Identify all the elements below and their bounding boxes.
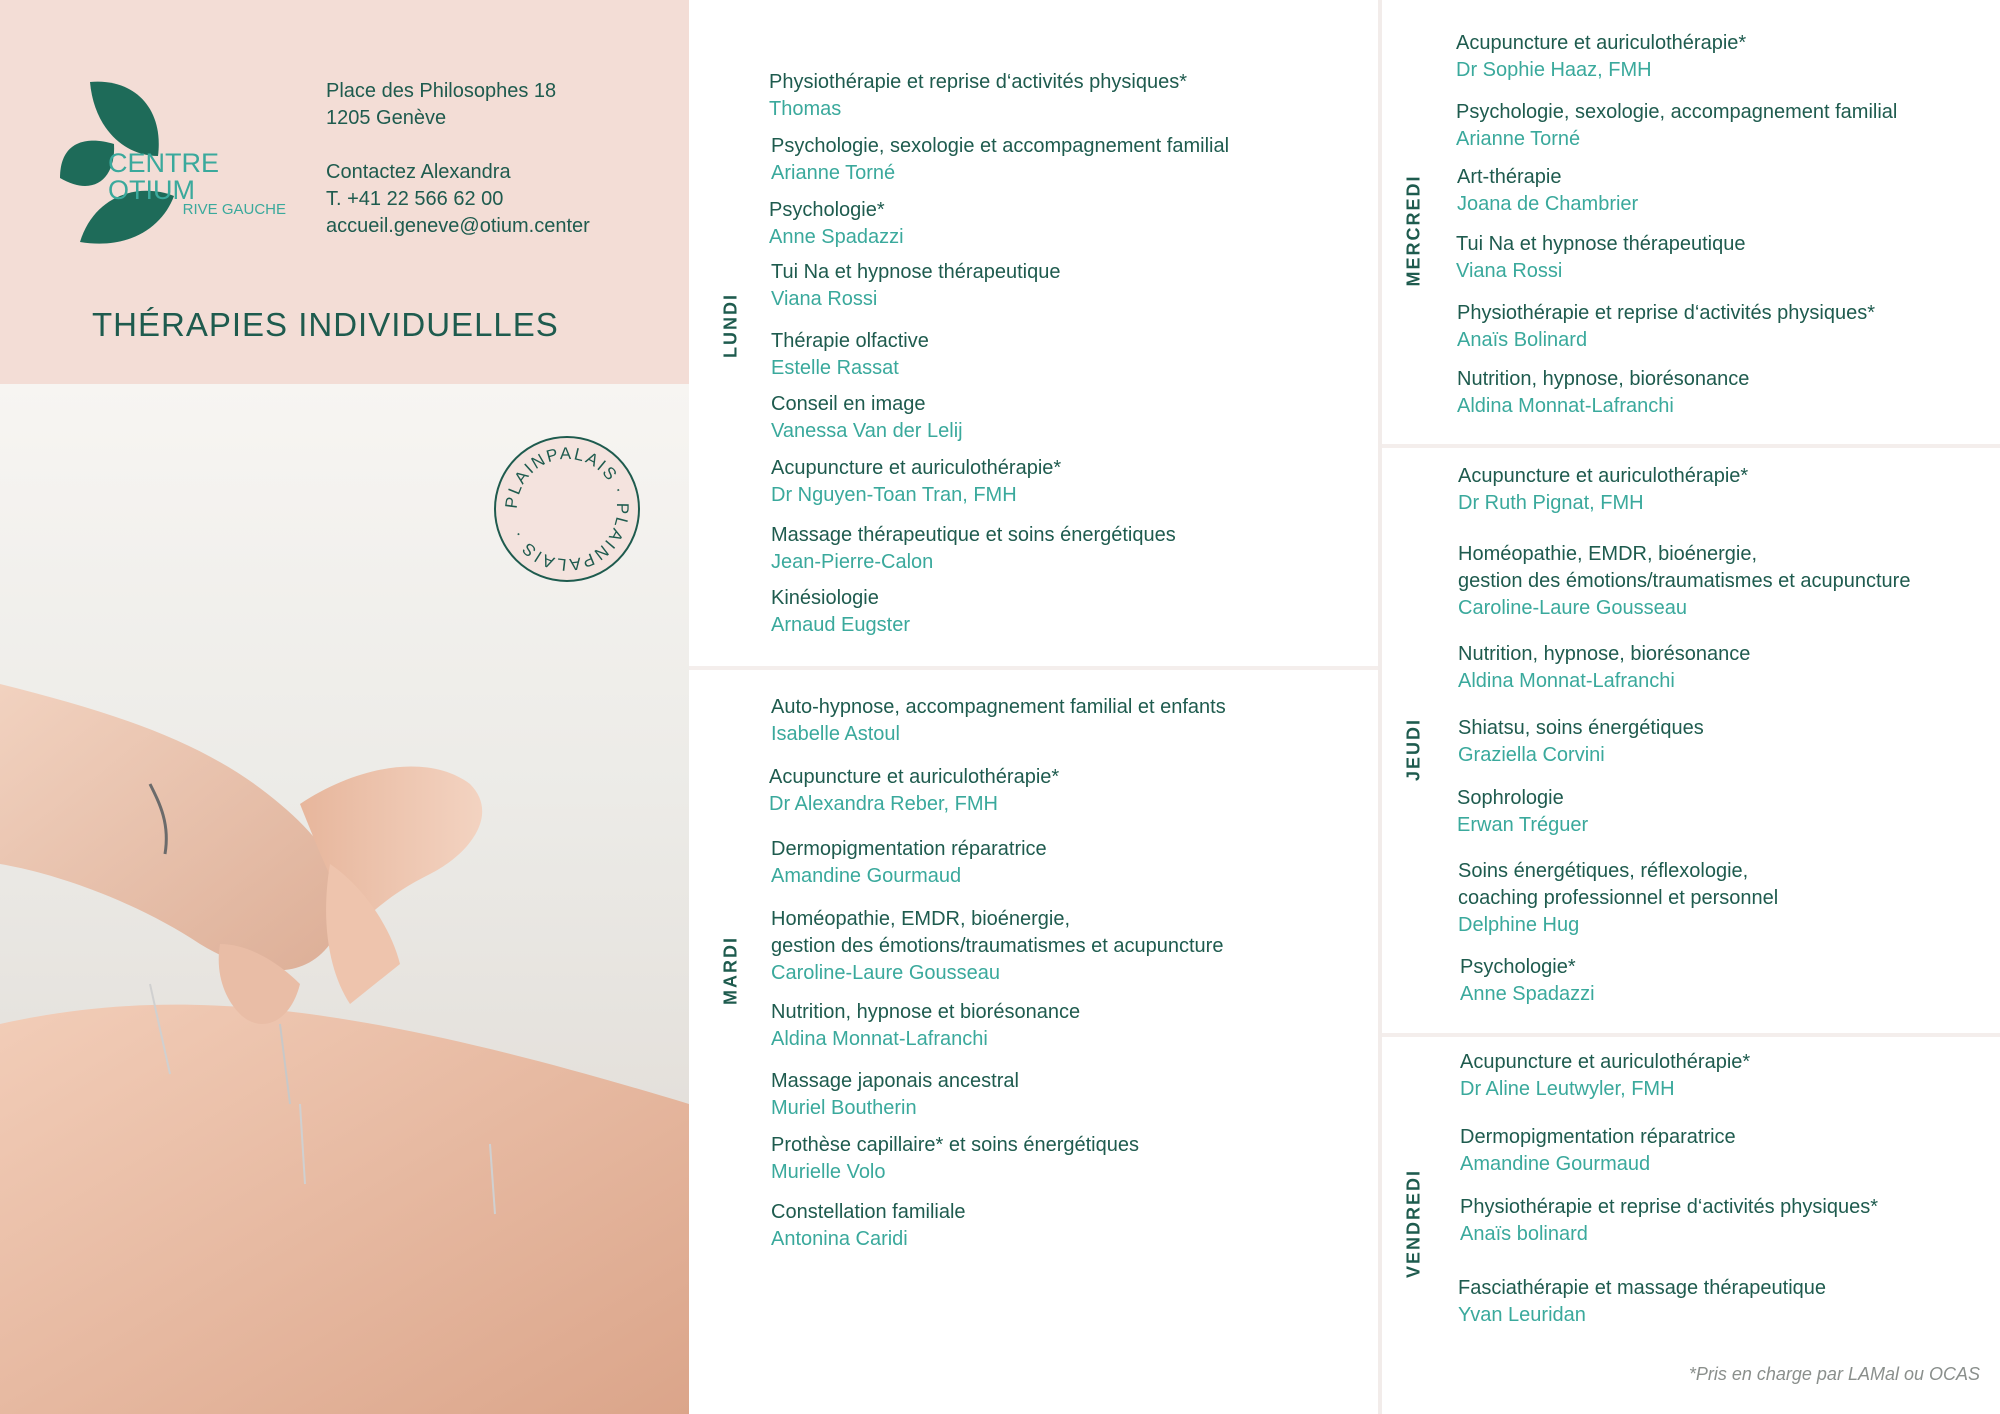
- header-panel: [0, 0, 689, 384]
- therapy-name: Fasciathérapie et massage thérapeutique: [1458, 1277, 1827, 1299]
- mercredi-entry: [1457, 366, 1749, 420]
- practitioner-name: Aldina Monnat-Lafranchi: [1457, 395, 1674, 417]
- jeudi-vendredi-divider: [1382, 1033, 2000, 1037]
- phone-number[interactable]: T. +41 22 566 62 00: [326, 188, 504, 210]
- mardi-entry: [771, 1068, 1019, 1122]
- practitioner-name: Graziella Corvini: [1458, 744, 1605, 766]
- practitioner-name: Dr Ruth Pignat, FMH: [1458, 492, 1644, 514]
- therapy-name: Thérapie olfactive: [771, 330, 929, 352]
- practitioner-name: Viana Rossi: [1456, 260, 1563, 282]
- page-title: THÉRAPIES INDIVIDUELLES: [92, 306, 559, 343]
- therapy-name-line-2: coaching professionnel et personnel: [1458, 887, 1779, 909]
- therapy-name: Physiothérapie et reprise d‘activités physiques*: [1460, 1196, 1878, 1218]
- vendredi-entry: [1460, 1049, 1750, 1103]
- therapy-name: Massage thérapeutique et soins énergétiques: [771, 524, 1176, 546]
- mardi-entry: [769, 764, 1059, 818]
- therapy-name: Acupuncture et auriculothérapie*: [1460, 1051, 1751, 1073]
- mardi-entry: [771, 999, 1080, 1053]
- practitioner-name: Thomas: [769, 98, 842, 120]
- contact-block: [326, 78, 590, 240]
- lundi-entry: [769, 197, 904, 251]
- practitioner-name: Murielle Volo: [771, 1161, 886, 1183]
- therapy-name: Sophrologie: [1457, 787, 1564, 809]
- therapy-name: Homéopathie, EMDR, bioénergie,: [1458, 543, 1758, 565]
- lundi-entry: [771, 455, 1061, 509]
- practitioner-name: Anne Spadazzi: [769, 226, 904, 248]
- practitioner-name: Viana Rossi: [771, 288, 878, 310]
- therapy-name: Acupuncture et auriculothérapie*: [1456, 32, 1747, 54]
- footnote: *Pris en charge par LAMal ou OCAS: [1688, 1364, 1980, 1384]
- email-link[interactable]: accueil.geneve@otium.center: [326, 215, 590, 237]
- mardi-entry: [771, 1132, 1139, 1186]
- therapy-name: Physiothérapie et reprise d‘activités physiques*: [769, 71, 1187, 93]
- stamp-text: PLAINPALAIS · PLAINPALAIS ·: [501, 443, 633, 575]
- lundi-entry: [771, 522, 1176, 576]
- mercredi-entry: [1456, 231, 1745, 285]
- therapy-name-line-2: gestion des émotions/traumatismes et acupuncture: [771, 935, 1224, 957]
- vendredi-entry: [1460, 1194, 1878, 1248]
- mardi-entry: [771, 694, 1226, 748]
- therapy-name-line-2: gestion des émotions/traumatismes et acupuncture: [1458, 570, 1911, 592]
- vendredi-entry: [1458, 1275, 1826, 1329]
- mercredi-entry: [1457, 164, 1638, 218]
- therapy-name: Nutrition, hypnose, biorésonance: [1457, 368, 1750, 390]
- therapy-name: Acupuncture et auriculothérapie*: [1458, 465, 1749, 487]
- mardi-entry: [771, 836, 1047, 890]
- day-label-vendredi: VENDREDI: [1403, 1169, 1424, 1279]
- therapy-name: Nutrition, hypnose, biorésonance: [1458, 643, 1751, 665]
- logo-line-centre: CENTRE: [108, 148, 220, 178]
- mercredi-entry: [1456, 30, 1746, 84]
- jeudi-entry: [1458, 463, 1748, 517]
- practitioner-name: Arianne Torné: [1456, 128, 1581, 150]
- practitioner-name: Dr Nguyen-Toan Tran, FMH: [771, 484, 1017, 506]
- practitioner-name: Anaïs bolinard: [1460, 1223, 1588, 1245]
- logo-line-otium: OTIUM: [108, 175, 195, 205]
- therapy-name: Psychologie*: [1460, 956, 1576, 978]
- therapy-name: Shiatsu, soins énergétiques: [1458, 717, 1704, 739]
- therapy-name: Constellation familiale: [771, 1201, 966, 1223]
- practitioner-name: Arianne Torné: [771, 162, 896, 184]
- therapy-name: Prothèse capillaire* et soins énergétiques: [771, 1134, 1139, 1156]
- address-line-1: Place des Philosophes 18: [326, 80, 557, 102]
- practitioner-name: Anne Spadazzi: [1460, 983, 1595, 1005]
- therapy-name: Art-thérapie: [1457, 166, 1562, 188]
- mercredi-entry: [1457, 300, 1875, 354]
- therapy-name: Acupuncture et auriculothérapie*: [771, 457, 1062, 479]
- therapy-name: Physiothérapie et reprise d‘activités physiques*: [1457, 302, 1875, 324]
- mercredi-jeudi-divider: [1382, 444, 2000, 448]
- practitioner-name: Joana de Chambrier: [1457, 193, 1639, 215]
- therapy-name: Psychologie, sexologie, accompagnement familial: [1456, 101, 1898, 123]
- practitioner-name: Delphine Hug: [1458, 914, 1580, 936]
- jeudi-entry: [1458, 858, 1778, 939]
- practitioner-name: Yvan Leuridan: [1458, 1304, 1586, 1326]
- practitioner-name: Vanessa Van der Lelij: [771, 420, 963, 442]
- therapy-name: Psychologie, sexologie et accompagnement familial: [771, 135, 1230, 157]
- practitioner-name: Antonina Caridi: [771, 1228, 908, 1250]
- therapy-name: Soins énergétiques, réflexologie,: [1458, 860, 1749, 882]
- practitioner-name: Caroline-Laure Gousseau: [771, 962, 1001, 984]
- therapy-name: Dermopigmentation réparatrice: [771, 838, 1047, 860]
- jeudi-entry: [1457, 785, 1588, 839]
- therapy-name: Conseil en image: [771, 393, 926, 415]
- practitioner-name: Amandine Gourmaud: [771, 865, 962, 887]
- address-line-2: 1205 Genève: [326, 107, 447, 129]
- lundi-entry: [769, 69, 1187, 123]
- day-label-mercredi: MERCREDI: [1403, 174, 1424, 287]
- jeudi-entry: [1460, 954, 1595, 1008]
- day-label-lundi: LUNDI: [720, 293, 741, 358]
- practitioner-name: Isabelle Astoul: [771, 723, 900, 745]
- practitioner-name: Jean-Pierre-Calon: [771, 551, 934, 573]
- therapy-name: Tui Na et hypnose thérapeutique: [771, 261, 1061, 283]
- therapy-name: Psychologie*: [769, 199, 885, 221]
- lundi-entry: [771, 328, 929, 382]
- day-label-jeudi: JEUDI: [1403, 718, 1424, 782]
- vendredi-entry: [1460, 1124, 1736, 1178]
- therapy-name: Massage japonais ancestral: [771, 1070, 1019, 1092]
- mardi-entry: [771, 1199, 966, 1253]
- therapy-name: Kinésiologie: [771, 587, 879, 609]
- day-label-mardi: MARDI: [720, 936, 741, 1005]
- practitioner-name: Dr Sophie Haaz, FMH: [1456, 59, 1652, 81]
- practitioner-name: Arnaud Eugster: [771, 614, 910, 636]
- mardi-entry: [771, 906, 1223, 987]
- practitioner-name: Muriel Boutherin: [771, 1097, 917, 1119]
- therapy-name: Homéopathie, EMDR, bioénergie,: [771, 908, 1071, 930]
- therapy-name: Auto-hypnose, accompagnement familial et enfants: [771, 696, 1226, 718]
- logo-line-rive-gauche: RIVE GAUCHE: [182, 201, 286, 218]
- lundi-entry: [771, 133, 1229, 187]
- practitioner-name: Caroline-Laure Gousseau: [1458, 597, 1688, 619]
- practitioner-name: Anaïs Bolinard: [1457, 329, 1588, 351]
- therapy-name: Dermopigmentation réparatrice: [1460, 1126, 1736, 1148]
- practitioner-name: Amandine Gourmaud: [1460, 1153, 1651, 1175]
- therapy-name: Acupuncture et auriculothérapie*: [769, 766, 1060, 788]
- practitioner-name: Erwan Tréguer: [1457, 814, 1589, 836]
- practitioner-name: Aldina Monnat-Lafranchi: [1458, 670, 1675, 692]
- lundi-mardi-divider: [689, 666, 1378, 670]
- mercredi-entry: [1456, 99, 1897, 153]
- jeudi-entry: [1458, 641, 1750, 695]
- lundi-entry: [771, 259, 1060, 313]
- jeudi-entry: [1458, 541, 1910, 622]
- plainpalais-stamp: [492, 434, 642, 584]
- column-divider: [1378, 0, 1382, 1414]
- therapy-name: Tui Na et hypnose thérapeutique: [1456, 233, 1746, 255]
- logo-wordmark: [108, 150, 286, 217]
- contact-name: Contactez Alexandra: [326, 161, 511, 183]
- lundi-entry: [771, 585, 910, 639]
- jeudi-entry: [1458, 715, 1704, 769]
- practitioner-name: Aldina Monnat-Lafranchi: [771, 1028, 988, 1050]
- lundi-entry: [771, 391, 963, 445]
- practitioner-name: Dr Aline Leutwyler, FMH: [1460, 1078, 1675, 1100]
- acupuncture-photo: [0, 384, 689, 1414]
- practitioner-name: Estelle Rassat: [771, 357, 899, 379]
- therapy-name: Nutrition, hypnose et biorésonance: [771, 1001, 1081, 1023]
- practitioner-name: Dr Alexandra Reber, FMH: [769, 793, 998, 815]
